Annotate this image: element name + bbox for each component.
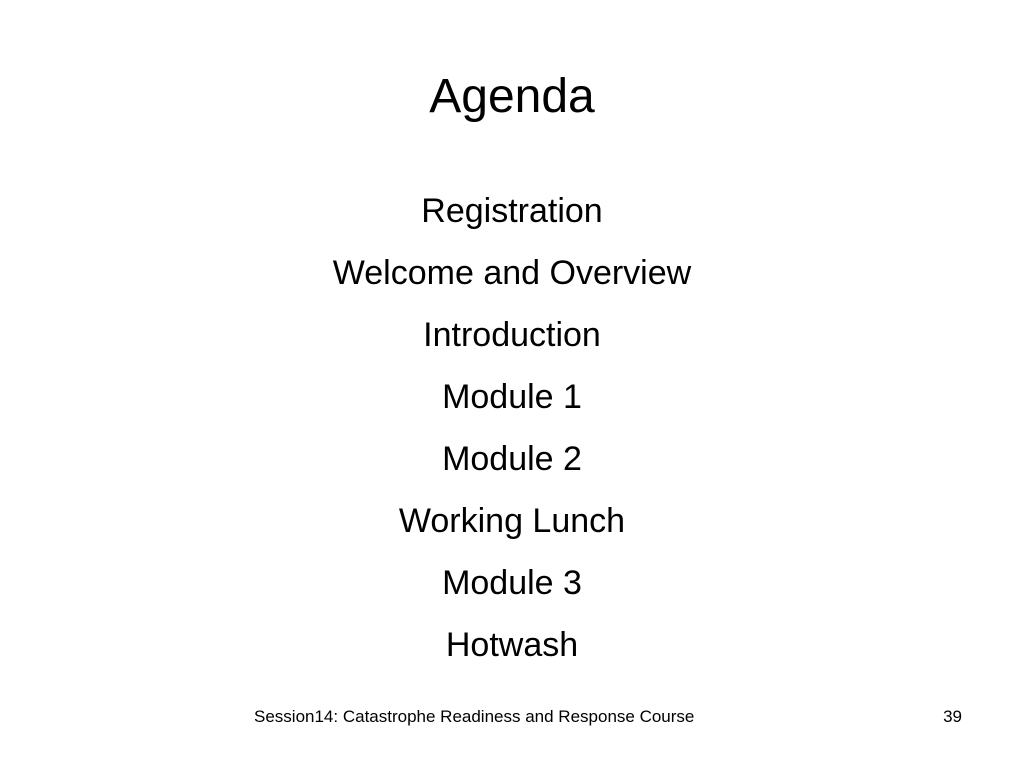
agenda-item-registration: Registration: [421, 192, 603, 230]
agenda-item-hotwash: Hotwash: [445, 626, 579, 664]
page-number: 39: [943, 707, 962, 726]
agenda-item-introduction: Introduction: [423, 316, 601, 354]
agenda-item-module-1: Module 1: [442, 378, 582, 416]
agenda-item-welcome-and-overview: Welcome and Overview: [332, 254, 692, 292]
agenda-item-working-lunch: Working Lunch: [398, 502, 626, 540]
agenda-item-module-3: Module 3: [442, 564, 582, 602]
agenda-item-module-2: Module 2: [442, 440, 582, 478]
agenda-list: [0, 187, 1024, 683]
footer-course-title: Session14: Catastrophe Readiness and Response Course: [254, 707, 695, 726]
slide-title: Agenda: [429, 70, 595, 123]
